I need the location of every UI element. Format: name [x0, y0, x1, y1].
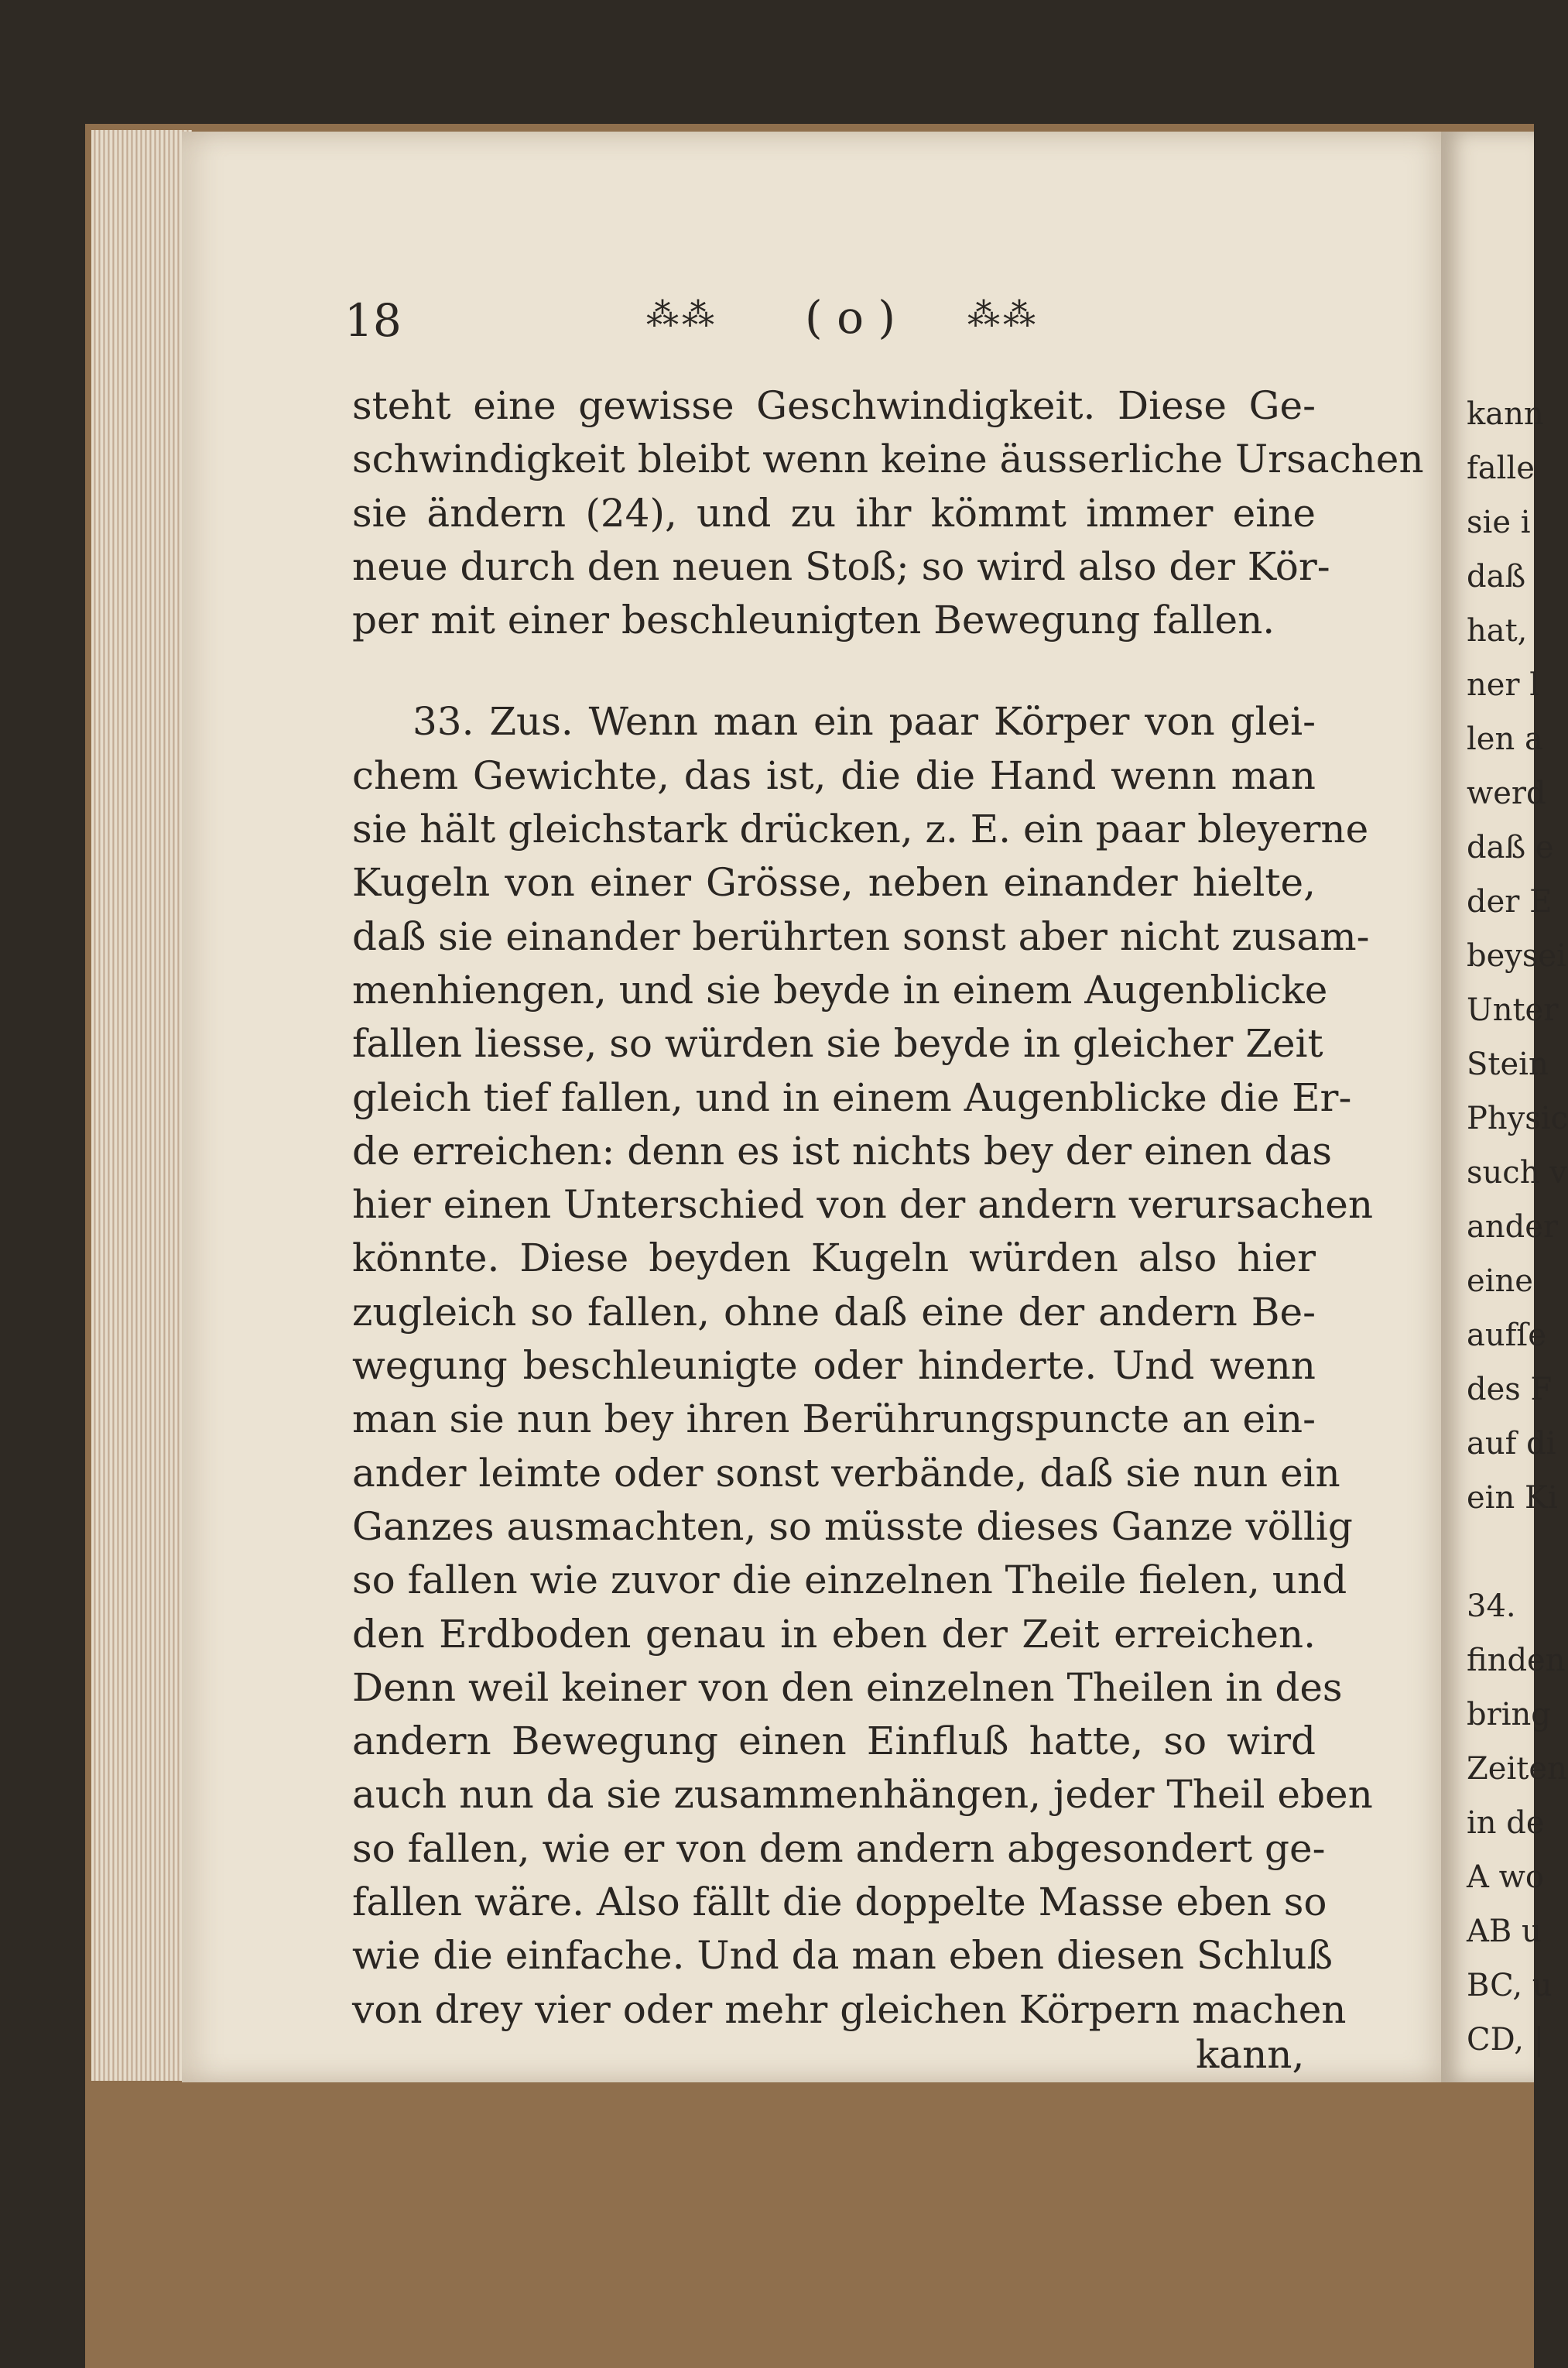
catchword: kann,	[1196, 2032, 1305, 2077]
text-line: fallen liesse, so würden sie beyde in gleicher Zeit	[352, 1021, 1323, 1067]
facing-fragment: beysei	[1467, 938, 1566, 974]
text-line: steht eine gewisse Geschwindigkeit. Diese Ge-	[352, 383, 1316, 428]
page-block-edge	[91, 130, 192, 2081]
text-line: fallen wäre. Also fällt die doppelte Masse eben so	[352, 1880, 1327, 1925]
text-line: sie hält gleichstark drücken, z. E. ein paar bleyerne	[352, 807, 1369, 852]
facing-fragment: AB u	[1467, 1914, 1542, 1949]
facing-fragment: hat,	[1467, 613, 1528, 649]
body-text	[352, 379, 1424, 2037]
facing-fragment: CD, |	[1467, 2022, 1545, 2058]
facing-fragment: 34.	[1467, 1588, 1516, 1624]
text-line: ander leimte oder sonst verbände, daß sie nun ein	[352, 1450, 1340, 1496]
facing-fragment: Physic	[1467, 1101, 1568, 1136]
ornament-right-icon: ⁂⁂	[967, 296, 1039, 334]
text-line: de erreichen: denn es ist nichts bey der einen das	[352, 1128, 1332, 1174]
text-line: gleich tief fallen, und in einem Augenblicke die Er-	[352, 1074, 1352, 1120]
facing-fragment: BC, u	[1467, 1968, 1553, 2003]
text-line: wegung beschleunigte oder hinderte. Und wenn	[352, 1343, 1316, 1389]
text-line: so fallen, wie er von dem andern abgesondert ge-	[352, 1825, 1326, 1871]
facing-fragment	[1467, 1525, 1536, 1579]
running-head: ( o )	[805, 291, 896, 344]
text-line: den Erdboden genau in eben der Zeit erreichen.	[352, 1611, 1316, 1657]
facing-fragment: len a	[1467, 721, 1543, 757]
text-line: Denn weil keiner von den einzelnen Theilen in des	[352, 1664, 1343, 1710]
text-line: wie die einfache. Und da man eben diesen Schluß	[352, 1933, 1333, 1979]
text-line: schwindigkeit bleibt wenn keine äusserliche Ursachen	[352, 437, 1424, 482]
text-line: 33. Zus. Wenn man ein paar Körper von glei-	[413, 699, 1316, 745]
facing-fragment: des F	[1467, 1372, 1553, 1407]
facing-fragment: bring	[1467, 1697, 1551, 1732]
text-line: daß sie einander berührten sonst aber nicht zusam-	[352, 913, 1370, 959]
text-line: chem Gewichte, das ist, die die Hand wenn man	[352, 752, 1316, 798]
text-line: menhiengen, und sie beyde in einem Augenblicke	[352, 967, 1328, 1013]
text-line: hier einen Unterschied von der andern verursachen	[352, 1182, 1374, 1228]
text-line: so fallen wie zuvor die einzelnen Theile fielen, und	[352, 1558, 1347, 1603]
facing-fragment: auf di	[1467, 1426, 1556, 1462]
text-line: neue durch den neuen Stoß; so wird also der Kör-	[352, 543, 1330, 589]
facing-fragment: A wo	[1467, 1859, 1544, 1895]
facing-fragment: kann	[1467, 396, 1544, 432]
facing-fragment: ein Ki	[1467, 1480, 1558, 1516]
facing-fragment: ner l	[1467, 667, 1540, 703]
text-line: könnte. Diese beyden Kugeln würden also hier	[352, 1235, 1316, 1281]
facing-fragment: falle	[1467, 451, 1535, 486]
facing-fragment: ander	[1467, 1209, 1559, 1245]
facing-fragment: Zeiten	[1467, 1751, 1567, 1787]
text-line: sie ändern (24), und zu ihr kömmt immer eine	[352, 490, 1316, 536]
facing-fragment: finden	[1467, 1643, 1566, 1678]
facing-fragment: daß e	[1467, 830, 1554, 865]
facing-fragment: daß	[1467, 559, 1526, 595]
text-line: auch nun da sie zusammenhängen, jeder Theil eben	[352, 1772, 1373, 1818]
facing-fragment: sie i	[1467, 505, 1531, 540]
text-line: Kugeln von einer Grösse, neben einander hielte,	[352, 860, 1316, 906]
text-line: von drey vier oder mehr gleichen Körpern machen	[352, 1986, 1347, 2032]
text-line: andern Bewegung einen Einfluß hatte, so wird	[352, 1719, 1316, 1764]
facing-fragment: aufſe	[1467, 1318, 1546, 1353]
text-line: per mit einer beschleunigten Bewegung fallen.	[352, 598, 1275, 643]
page-header	[344, 279, 1304, 356]
facing-fragment: eine	[1467, 1263, 1533, 1299]
facing-page-text	[1467, 387, 1568, 2067]
paragraph-gap	[352, 647, 1316, 695]
facing-fragment: Unter	[1467, 992, 1559, 1028]
facing-fragment: in de	[1467, 1805, 1545, 1841]
text-line: Ganzes ausmachten, so müsste dieses Ganze völlig	[352, 1503, 1353, 1549]
text-line: zugleich so fallen, ohne daß eine der andern Be-	[352, 1289, 1316, 1335]
text-line: man sie nun bey ihren Berührungspuncte an ein-	[352, 1396, 1316, 1442]
facing-fragment: such v	[1467, 1155, 1567, 1191]
page-number: 18	[344, 294, 402, 347]
ornament-left-icon: ⁂⁂	[646, 296, 717, 334]
facing-fragment: werd	[1467, 776, 1546, 811]
facing-fragment: der E	[1467, 884, 1553, 920]
facing-fragment: Stein	[1467, 1047, 1549, 1082]
